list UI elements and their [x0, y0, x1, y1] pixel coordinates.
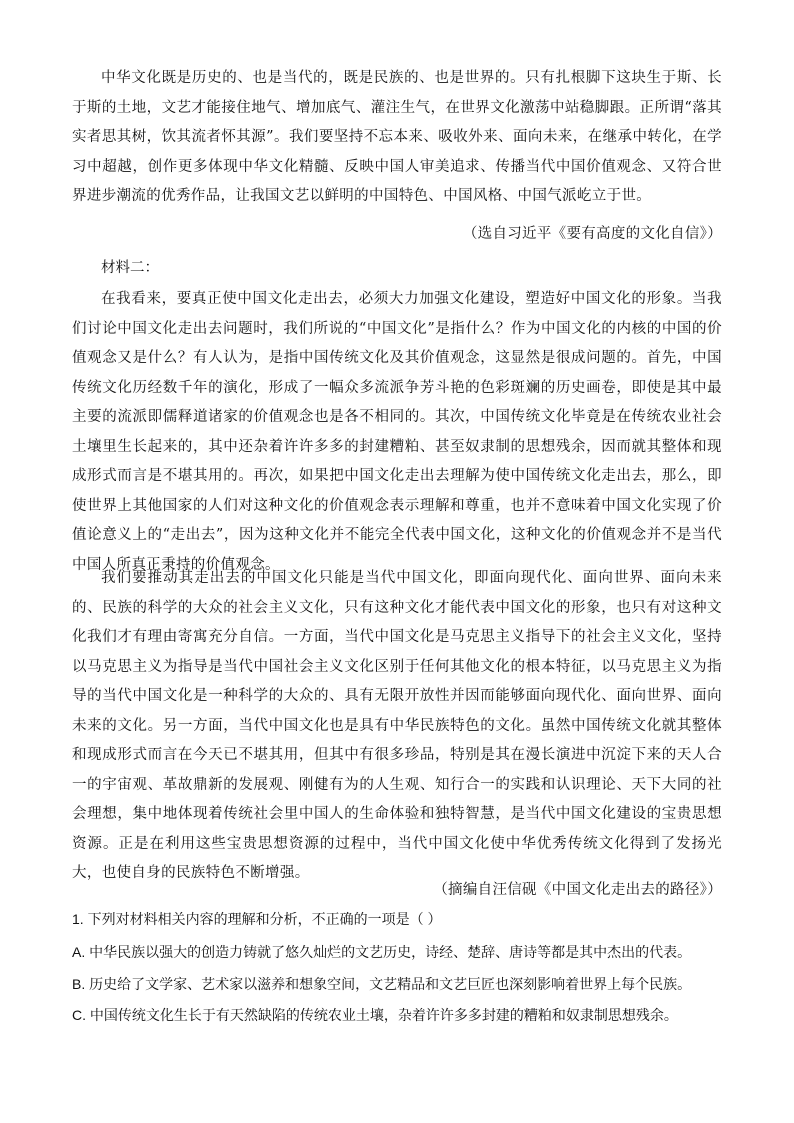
question-1-option-b: B. 历史给了文学家、艺术家以滋养和想象空间，文艺精品和文艺巨匠也深刻影响着世界上每个民族。 [72, 976, 692, 992]
question-1-option-a: A. 中华民族以强大的创造力铸就了悠久灿烂的文艺历史，诗经、楚辞、唐诗等都是其中杰出的代表。 [72, 944, 692, 960]
material1-source: （选自习近平《要有高度的文化自信》） [462, 226, 722, 242]
material2-label: 材料二： [101, 260, 159, 276]
material2-paragraph-1 [72, 285, 722, 580]
material1-paragraph [72, 64, 722, 212]
material1-text: 中华文化既是历史的、也是当代的，既是民族的、也是世界的。只有扎根脚下这块生于斯、长于斯的土地，文艺才能接住地气、增加底气、灌注生气，在世界文化激荡中站稳脚跟。正所谓“落其实者思其树，饮其流者怀其源”。我们要坚持不忘本来、吸收外来、面向未来，在继承中转化，在学习中超越，创作更多体现中华文化精髓、反映中国人审美追求、传播当代中国价值观念、又符合世界进步潮流的优秀作品，让我国文艺以鲜明的中国特色、中国风格、中国气派屹立于世。 [72, 70, 722, 204]
material2-source: （摘编自汪信砚《中国文化走出去的路径》） [433, 882, 722, 898]
question-1-stem: 1. 下列对材料相关内容的理解和分析，不正确的一项是（ ） [72, 911, 442, 927]
material2-paragraph-2 [72, 564, 722, 889]
material2-text-2: 我们要推动其走出去的中国文化只能是当代中国文化，即面向现代化、面向世界、面向未来的、民族的科学的大众的社会主义文化，只有这种文化才能代表中国文化的形象，也只有对这种文化我们才有理由寄寓充分自信。一方面，当代中国文化是马克思主义指导下的社会主义文化，坚持以马克思主义为指导是当代中国社会主义文化区别于任何其他文化的根本特征，以马克思主义为指导的当代中国文化是一种科学的大众的、具有无限开放性并因而能够面向现代化、面向世界、面向未来的文化。另一方面，当代中国文化也是具有中华民族特色的文化。虽然中国传统文化就其整体和现成形式而言在今天已不堪其用，但其中有很多珍品，特别是其在漫长演进中沉淀下来的天人合一的宇宙观、革故鼎新的发展观、刚健有为的人生观、知行合一的实践和认识理论、天下大同的社会理想，集中地体现着传统社会里中国人的生命体验和独特智慧，是当代中国文化建设的宝贵思想资源。正是在利用这些宝贵思想资源的过程中，当代中国文化使中华优秀传统文化得到了发扬光大，也使自身的民族特色不断增强。 [72, 570, 722, 881]
question-1-option-c: C. 中国传统文化生长于有天然缺陷的传统农业土壤，杂着许许多多封建的糟粕和奴隶制思想残余。 [72, 1007, 678, 1023]
material2-text-1: 在我看来，要真正使中国文化走出去，必须大力加强文化建设，塑造好中国文化的形象。当我们讨论中国文化走出去问题时，我们所说的“中国文化”是指什么？作为中国文化的内核的中国的价值观念又是什么？有人认为，是指中国传统文化及其价值观念，这显然是很成问题的。首先，中国传统文化历经数千年的演化，形成了一幅众多流派争芳斗艳的色彩斑斓的历史画卷，即使是其中最主要的流派即儒释道诸家的价值观念也是各不相同的。其次，中国传统文化毕竟是在传统农业社会土壤里生长起来的，其中还杂着许许多多的封建糟粕、甚至奴隶制的思想残余，因而就其整体和现成形式而言是不堪其用的。再次，如果把中国文化走出去理解为使中国传统文化走出去，那么，即使世界上其他国家的人们对这种文化的价值观念表示理解和尊重，也并不意味着中国文化实现了价值论意义上的“走出去”，因为这种文化并不能完全代表中国文化，这种文化的价值观念并不是当代中国人所真正秉持的价值观念。 [72, 291, 722, 573]
